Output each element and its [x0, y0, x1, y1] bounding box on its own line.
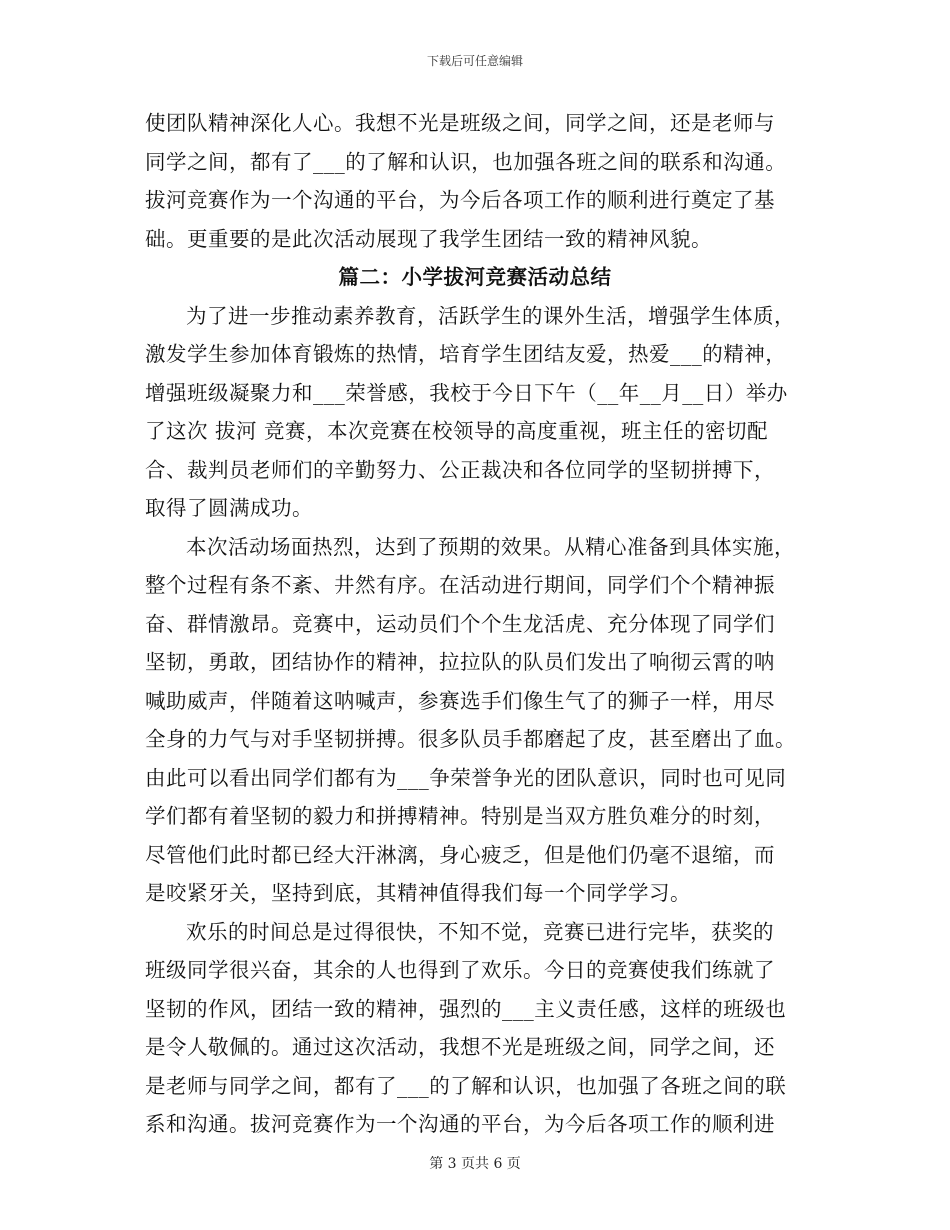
- text-line: 是咬紧牙关，坚持到底，其精神值得我们每一个同学学习。: [145, 881, 691, 905]
- text-line: 拔河竞赛作为一个沟通的平台，为今后各项工作的顺利进行奠定了基: [145, 188, 775, 212]
- text-line: 整个过程有条不紊、井然有序。在活动进行期间，同学们个个精神振: [145, 573, 775, 597]
- text-line: 欢乐的时间总是过得很快，不知不觉，竞赛已进行完毕，获奖的: [186, 919, 774, 944]
- page-footer: 第 3 页共 6 页: [429, 1156, 521, 1172]
- text-line: 使团队精神深化人心。我想不光是班级之间，同学之间，还是老师与: [145, 111, 775, 135]
- text-line: 系和沟通。拔河竞赛作为一个沟通的平台，为今后各项工作的顺利进: [145, 1112, 775, 1136]
- text-line: 同学之间，都有了___的了解和认识，也加强各班之间的联系和沟通。: [145, 149, 787, 174]
- text-line: 激发学生参加体育锻炼的热情，培育学生团结友爱，热爱___的精神，: [145, 342, 787, 366]
- text-line: 奋、群情激昂。竞赛中，运动员们个个生龙活虎、充分体现了同学们: [145, 611, 775, 636]
- text-line: 全身的力气与对手坚韧拼搏。很多队员手都磨起了皮，甚至磨出了血。: [145, 727, 796, 751]
- text-line: 坚韧，勇敢，团结协作的精神，拉拉队的队员们发出了响彻云霄的呐: [145, 650, 775, 674]
- text-line: 学们都有着坚韧的毅力和拼搏精神。特别是当双方胜负难分的时刻，: [145, 804, 775, 828]
- text-line: 础。更重要的是此次活动展现了我学生团结一致的精神风貌。: [145, 226, 712, 251]
- text-line: 合、裁判员老师们的辛勤努力、公正裁决和各位同学的坚韧拼搏下，: [145, 457, 775, 482]
- text-line: 尽管他们此时都已经大汗淋漓，身心疲乏，但是他们仍毫不退缩，而: [145, 842, 775, 867]
- text-line: 增强班级凝聚力和___荣誉感，我校于今日下午（__年__月__日）举办: [145, 380, 788, 405]
- text-line: 了这次 拔河 竞赛，本次竞赛在校领导的高度重视，班主任的密切配: [145, 419, 769, 443]
- page-header: 下载后可任意编辑: [426, 54, 523, 68]
- text-line: 是老师与同学之间，都有了___的了解和认识，也加强了各班之间的联: [145, 1073, 787, 1098]
- section-title: 篇二：小学拔河竞赛活动总结: [338, 265, 612, 289]
- text-line: 本次活动场面热烈，达到了预期的效果。从精心准备到具体实施，: [186, 534, 795, 559]
- text-line: 喊助威声，伴随着这呐喊声，参赛选手们像生气了的狮子一样，用尽: [145, 688, 775, 713]
- document-body: [145, 104, 805, 1144]
- text-line: 由此可以看出同学们都有为___争荣誉争光的团队意识，同时也可见同: [145, 765, 787, 790]
- text-line: 为了进一步推动素养教育，活跃学生的课外生活，增强学生体质，: [186, 303, 795, 328]
- text-line: 是令人敬佩的。通过这次活动，我想不光是班级之间，同学之间，还: [145, 1035, 775, 1059]
- text-line: 取得了圆满成功。: [145, 496, 313, 520]
- text-line: 班级同学很兴奋，其余的人也得到了欢乐。今日的竞赛使我们练就了: [145, 958, 775, 982]
- text-line: 坚韧的作风，团结一致的精神，强烈的___主义责任感，这样的班级也: [145, 996, 787, 1021]
